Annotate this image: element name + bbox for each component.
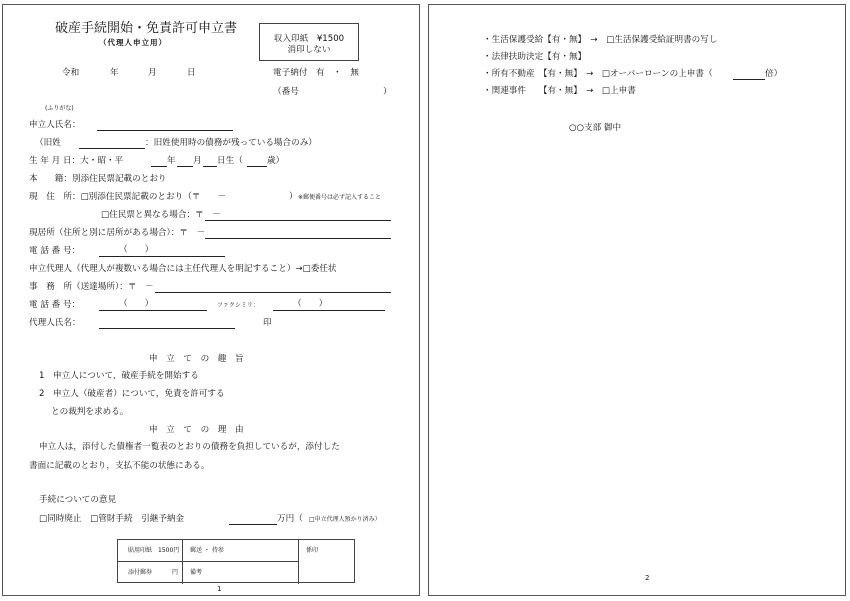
fee-postage-label: 郵送 ・ 持参 [190, 547, 224, 554]
former-name-note: ：旧姓使用時の債務が残っている場合のみ） [145, 138, 317, 148]
document-subtitle: （代理人申立用） [99, 38, 167, 47]
birth-month-unit: 月 [193, 156, 202, 166]
date-year: 年 [110, 68, 119, 78]
opinion-note: □申立代理人預かり済み） [309, 516, 381, 523]
document-title: 破産手続開始・免責許可申立書 [55, 21, 238, 36]
page-number-2: 2 [645, 574, 650, 582]
residence-field[interactable] [205, 229, 391, 239]
phone-paren: （ ） [119, 245, 154, 255]
fax-paren: （ ） [293, 299, 328, 309]
furigana-label: (ふりがな) [45, 105, 74, 112]
birth-day-unit: 日生（ [217, 156, 243, 166]
agent-line: 申立代理人（代理人が複数いる場合には主任代理人を明記すること）→□委任状 [29, 264, 337, 274]
page2-line-2: ・法律扶助決定【有・無】 [483, 52, 587, 62]
agent-phone-paren: （ ） [119, 299, 154, 309]
fee-stamp-label: 貼用印紙 [128, 547, 153, 554]
address-label: 現 住 所：□別添住民票記載のとおり（〒 － [29, 192, 227, 202]
phone-label: 電 話 番 号： [29, 246, 81, 256]
purpose-item-2: 2 申立人（破産者）について，免責を許可する [39, 389, 225, 399]
overloan-suffix: 倍） [765, 69, 783, 79]
agent-phone-label: 電 話 番 号： [29, 300, 81, 310]
page2-line-3: ・所有不動産 【有・無】 → □オーバーローンの上申書（ [483, 69, 713, 79]
purpose-heading: 申 立 て の 趣 旨 [149, 354, 244, 364]
stamp-box-line1: 収入印紙 ¥1500 [273, 34, 345, 44]
address-note: ※郵便番号は必ず記入すること [298, 194, 382, 201]
page2-line-4: ・関連事件 【有・無】 → □上申書 [483, 86, 636, 96]
revenue-stamp-box [259, 23, 359, 61]
number-close: ） [383, 87, 392, 97]
agent-name-field[interactable] [99, 319, 235, 329]
applicant-name-label: 申立人氏名： [29, 120, 81, 130]
birth-year-field[interactable] [151, 157, 167, 167]
reason-line-1: 申立人は，添付した債権者一覧表のとおりの債務を負担しているが，添付した [39, 442, 340, 452]
fax-label: ファクシミリ： [217, 302, 259, 309]
addressee: ○○支部 御中 [569, 123, 622, 133]
office-label: 事 務 所（送達場所）：〒 － [29, 282, 154, 292]
address-close: ） [289, 192, 298, 202]
address-diff-label: □住民票と異なる場合：〒 － [101, 210, 221, 220]
fee-remarks-label: 備考 [190, 569, 203, 576]
document-page-1 [2, 4, 420, 596]
date-day: 日 [187, 68, 196, 78]
document-page-2 [428, 4, 846, 596]
birth-age-unit: 歳） [267, 156, 285, 166]
residence-label: 現居所（住所と別に居所がある場合）：〒 － [29, 228, 206, 238]
purpose-item-1: 1 申立人について，破産手続を開始する [39, 371, 199, 381]
opinion-unit: 万円（ [277, 514, 303, 524]
honseki-line: 本 籍：別添住民票記載のとおり [29, 174, 167, 184]
purpose-conclusion: との裁判を求める。 [51, 407, 129, 417]
former-name-label: （旧姓 [35, 138, 61, 148]
former-name-field[interactable] [79, 139, 145, 149]
phone-field[interactable] [99, 247, 225, 257]
deposit-amount-field[interactable] [229, 515, 277, 525]
agent-name-label: 代理人氏名： [29, 318, 81, 328]
date-era: 令和 [62, 68, 80, 78]
fee-receipt-label: 係印 [306, 547, 319, 554]
birth-month-field[interactable] [177, 157, 193, 167]
page2-line-1: ・生活保護受給【有・無】 → □生活保護受給証明書の写し [483, 35, 718, 45]
birth-age-field[interactable] [247, 157, 267, 167]
fee-table [117, 539, 355, 583]
fee-ticket-value: 円 [172, 569, 179, 576]
electronic-payment: 電子納付 有 ・ 無 [273, 68, 359, 78]
fee-divider-2 [298, 540, 299, 584]
number-label: （番号 [273, 87, 299, 97]
opinion-options: □同時廃止 □管財手続 引継予納金 [39, 514, 185, 524]
date-month: 月 [148, 68, 157, 78]
address-diff-field[interactable] [205, 211, 391, 221]
birth-day-field[interactable] [203, 157, 217, 167]
birth-date-label: 生 年 月 日：大・昭・平 [29, 156, 124, 166]
stamp-box-line2: 消印しない [287, 45, 331, 55]
overloan-ratio-field[interactable] [733, 70, 765, 80]
fee-stamp-value: 1500円 [158, 547, 180, 554]
applicant-name-field[interactable] [97, 121, 233, 131]
office-field[interactable] [155, 283, 391, 293]
fee-ticket-label: 添付郵券 [128, 569, 153, 576]
fax-field[interactable] [273, 301, 385, 311]
reason-line-2: 書面に記載のとおり，支払不能の状態にある。 [29, 461, 210, 471]
birth-year-unit: 年 [167, 156, 176, 166]
reason-heading: 申 立 て の 理 由 [149, 425, 244, 435]
seal-mark: 印 [263, 318, 272, 328]
opinion-heading: 手続についての意見 [39, 495, 117, 505]
fee-divider-1 [182, 540, 183, 584]
page-number-1: 1 [217, 585, 222, 593]
